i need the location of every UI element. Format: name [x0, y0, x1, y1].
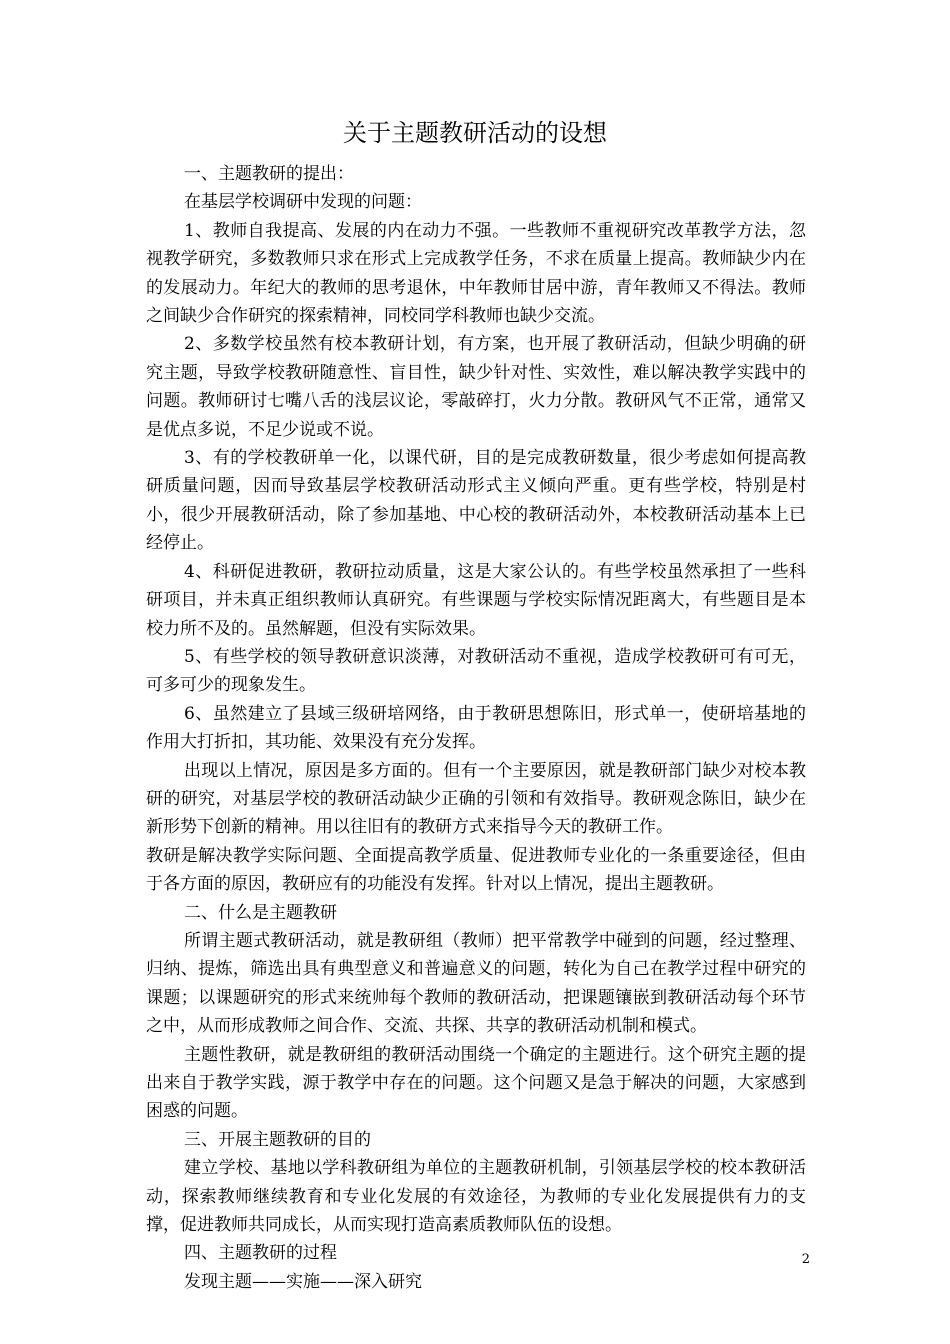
body-paragraph: 二、什么是主题教研	[184, 902, 337, 923]
page-number: 2	[801, 1252, 810, 1267]
body-paragraph: 一、主题教研的提出：	[184, 164, 354, 184]
body-paragraph: 5、有些学校的领导教研意识淡薄，对教研活动不重视，造成学校教研可有可无，可多可少的现象发生。	[146, 646, 806, 696]
body-paragraph: 出现以上情况，原因是多方面的。但有一个主要原因，就是教研部门缺少对校本教研的研究，对基层学校的教研活动缺少正确的引领和有效指导。教研观念陈旧，缺少在新形势下创新的精神。用以往旧有的教研方式来指导今天的教研工作。	[146, 760, 806, 838]
body-paragraph: 所谓主题式教研活动，就是教研组（教师）把平常教学中碰到的问题，经过整理、归纳、提炼，筛选出具有典型意义和普遍意义的问题，转化为自己在教学过程中研究的课题；以课题研究的形式来统帅每个教师的教研活动，把课题镶嵌到教研活动每个环节之中，从而形成教师之间合作、交流、共探、共享的教研活动机制和模式。	[146, 930, 806, 1037]
body-paragraph: 6、虽然建立了县域三级研培网络，由于教研思想陈旧，形式单一，使研培基地的作用大打折扣，其功能、效果没有充分发挥。	[146, 703, 806, 753]
document-title: 关于主题教研活动的设想	[343, 119, 607, 147]
body-paragraph: 4、科研促进教研，教研拉动质量，这是大家公认的。有些学校虽然承担了一些科研项目，并未真正组织教师认真研究。有些课题与学校实际情况距离大，有些题目是本校力所不及的。虽然解题，但没有实际效果。	[146, 561, 806, 639]
document-body	[146, 160, 806, 1296]
body-paragraph: 在基层学校调研中发现的问题：	[184, 192, 422, 213]
body-paragraph: 教研是解决教学实际问题、全面提高教学质量、促进教师专业化的一条重要途径，但由于各方面的原因，教研应有的功能没有发挥。针对以上情况，提出主题教研。	[146, 845, 806, 895]
body-paragraph: 三、开展主题教研的目的	[184, 1129, 371, 1150]
body-paragraph: 建立学校、基地以学科教研组为单位的主题教研机制，引领基层学校的校本教研活动，探索教师继续教育和专业化发展的有效途径，为教师的专业化发展提供有力的支撑，促进教师共同成长，从而实现打造高素质教师队伍的设想。	[146, 1158, 806, 1236]
body-paragraph: 3、有的学校教研单一化，以课代研，目的是完成教研数量，很少考虑如何提高教研质量问题，因而导致基层学校教研活动形式主义倾向严重。更有些学校，特别是村小，很少开展教研活动，除了参加基地、中心校的教研活动外，本校教研活动基本上已经停止。	[146, 448, 806, 554]
body-paragraph: 发现主题——实施——深入研究	[184, 1271, 422, 1292]
body-paragraph: 2、多数学校虽然有校本教研计划，有方案，也开展了教研活动，但缺少明确的研究主题，导致学校教研随意性、盲目性，缺少针对性、实效性，难以解决教学实践中的问题。教师研讨七嘴八舌的浅层议论，零敲碎打，火力分散。教研风气不正常，通常又是优点多说，不足少说或不说。	[146, 334, 806, 440]
body-paragraph: 主题性教研，就是教研组的教研活动围绕一个确定的主题进行。这个研究主题的提出来自于教学实践，源于教学中存在的问题。这个问题又是急于解决的问题，大家感到困惑的问题。	[146, 1044, 806, 1122]
body-paragraph: 四、主题教研的过程	[184, 1243, 337, 1264]
body-paragraph: 1、教师自我提高、发展的内在动力不强。一些教师不重视研究改革教学方法，忽视教学研究，多数教师只求在形式上完成教学任务，不求在质量上提高。教师缺少内在的发展动力。年纪大的教师的思考退休，中年教师甘居中游，青年教师又不得法。教师之间缺少合作研究的探索精神，同校同学科教师也缺少交流。	[146, 220, 806, 327]
